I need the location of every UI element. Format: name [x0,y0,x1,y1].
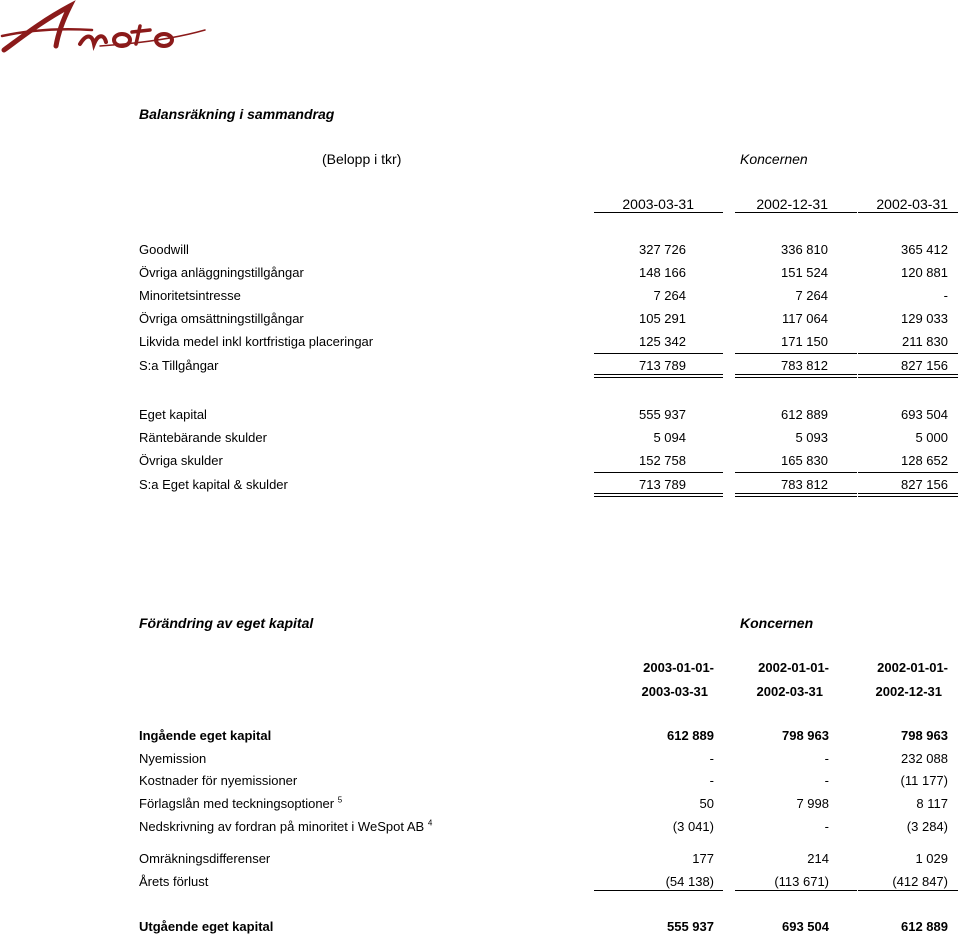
total-double-line [858,374,958,378]
balance-column-header: 2003-03-31 [622,196,694,212]
equity-row-value: 693 504 [782,919,829,934]
equity-row-value: - [824,773,829,788]
row-label: Eget kapital [139,407,207,422]
equity-row-value: 798 963 [782,728,829,743]
row-value: 5 093 [795,430,828,445]
row-label: Övriga skulder [139,453,223,468]
equity-row-value: (3 284) [906,819,948,834]
subtotal-line [735,890,857,891]
row-value: 783 812 [781,477,828,492]
equity-row-label: Omräkningsdifferenser [139,851,271,866]
equity-group-label: Koncernen [740,615,814,631]
row-value: 211 830 [901,334,948,349]
equity-row-label: Kostnader för nyemissioner [139,773,298,788]
row-value: 171 150 [781,334,828,349]
row-label: Räntebärande skulder [139,430,267,445]
equity-row [139,874,208,889]
equity-row-value: - [824,751,829,766]
row-value: 117 064 [781,311,828,326]
row-value: 129 033 [901,311,948,326]
equity-row-value: - [709,773,714,788]
equity-row-label: Utgående eget kapital [139,919,274,934]
equity-row-value: 177 [692,851,714,866]
equity-row-value: 555 937 [667,919,714,934]
subtotal-line [594,472,723,473]
row-label: S:a Eget kapital & skulder [139,477,288,492]
row-value: 148 166 [639,265,686,280]
equity-row-value: 50 [699,796,714,811]
equity-row-value: - [709,751,714,766]
equity-row-value: 7 998 [796,796,829,811]
subtotal-line [858,472,958,473]
equity-row-value: - [824,819,829,834]
row-value: 125 342 [639,334,686,349]
row-value: 713 789 [639,477,686,492]
row-value: 7 264 [795,288,828,303]
balance-title: Balansräkning i sammandrag [139,106,335,122]
row-value: 7 264 [653,288,686,303]
total-double-line [594,493,723,497]
header-underline [594,212,723,213]
header-underline [858,212,958,213]
row-value: 5 000 [915,430,948,445]
equity-column-header-line2: 2003-03-31 [641,684,708,699]
row-value: 5 094 [653,430,686,445]
total-double-line [594,374,723,378]
anoto-logo [0,0,210,60]
subtotal-line [858,890,958,891]
row-value: 555 937 [639,407,686,422]
equity-row-value: (54 138) [665,874,714,889]
row-value: 120 881 [901,265,948,280]
row-value: 612 889 [781,407,828,422]
row-value: 336 810 [781,242,828,257]
row-label: Likvida medel inkl kortfristiga placeringar [139,334,374,349]
footnote-marker: 5 [337,795,343,805]
balance-column-header: 2002-03-31 [876,196,948,212]
equity-row [139,819,432,834]
equity-column-header-line2: 2002-03-31 [756,684,823,699]
equity-row [139,773,297,788]
row-label: Övriga anläggningstillgångar [139,265,304,280]
row-label: Minoritetsintresse [139,288,241,303]
header-underline [735,212,857,213]
row-value: 693 504 [901,407,948,422]
equity-column-header-line1: 2002-01-01- [877,660,948,675]
equity-row-label: Förlagslån med teckningsoptioner [139,796,335,811]
subtotal-line [735,472,857,473]
row-value: 713 789 [639,358,686,373]
balance-column-header: 2002-12-31 [756,196,828,212]
total-double-line [735,493,857,497]
equity-column-header-line2: 2002-12-31 [875,684,942,699]
equity-row [139,751,206,766]
row-value: - [943,288,948,303]
equity-row-label: Ingående eget kapital [139,728,272,743]
subtotal-line [594,890,723,891]
row-value: 827 156 [901,477,948,492]
row-value: 151 524 [781,265,828,280]
equity-row-value: (412 847) [892,874,948,889]
equity-column-header-line1: 2003-01-01- [643,660,714,675]
equity-row-label: Nyemission [139,751,207,766]
equity-row-value: 612 889 [901,919,948,934]
equity-row-label: Årets förlust [139,874,209,889]
balance-group-label: Koncernen [740,151,808,167]
row-value: 827 156 [901,358,948,373]
subtotal-line [858,353,958,354]
anoto-logo-graphic [0,0,210,60]
row-value: 327 726 [639,242,686,257]
row-label: S:a Tillgångar [139,358,219,373]
subtotal-line [594,353,723,354]
equity-column-header-line1: 2002-01-01- [758,660,829,675]
equity-row-value: 8 117 [916,796,948,811]
row-label: Övriga omsättningstillgångar [139,311,304,326]
equity-row-value: 232 088 [901,751,948,766]
equity-row-value: 1 029 [915,851,948,866]
equity-row-value: 612 889 [667,728,714,743]
equity-row-value: (3 041) [672,819,714,834]
equity-row-label: Nedskrivning av fordran på minoritet i WeSpot AB [139,819,425,834]
row-value: 783 812 [781,358,828,373]
row-value: 365 412 [901,242,948,257]
row-value: 152 758 [639,453,686,468]
equity-row [139,728,271,743]
row-value: 105 291 [639,311,686,326]
row-value: 165 830 [781,453,828,468]
equity-row [139,796,342,811]
row-value: 128 652 [901,453,948,468]
equity-row-value: (11 177) [900,773,948,788]
row-label: Goodwill [139,242,189,257]
total-double-line [735,374,857,378]
footnote-marker: 4 [427,818,433,828]
balance-unit-label: (Belopp i tkr) [322,151,402,167]
equity-row [139,851,270,866]
total-double-line [858,493,958,497]
equity-title: Förändring av eget kapital [139,615,314,631]
equity-row-value: 798 963 [901,728,948,743]
equity-row-value: 214 [807,851,829,866]
equity-row [139,919,273,934]
equity-row-value: (113 671) [774,874,829,889]
subtotal-line [735,353,857,354]
